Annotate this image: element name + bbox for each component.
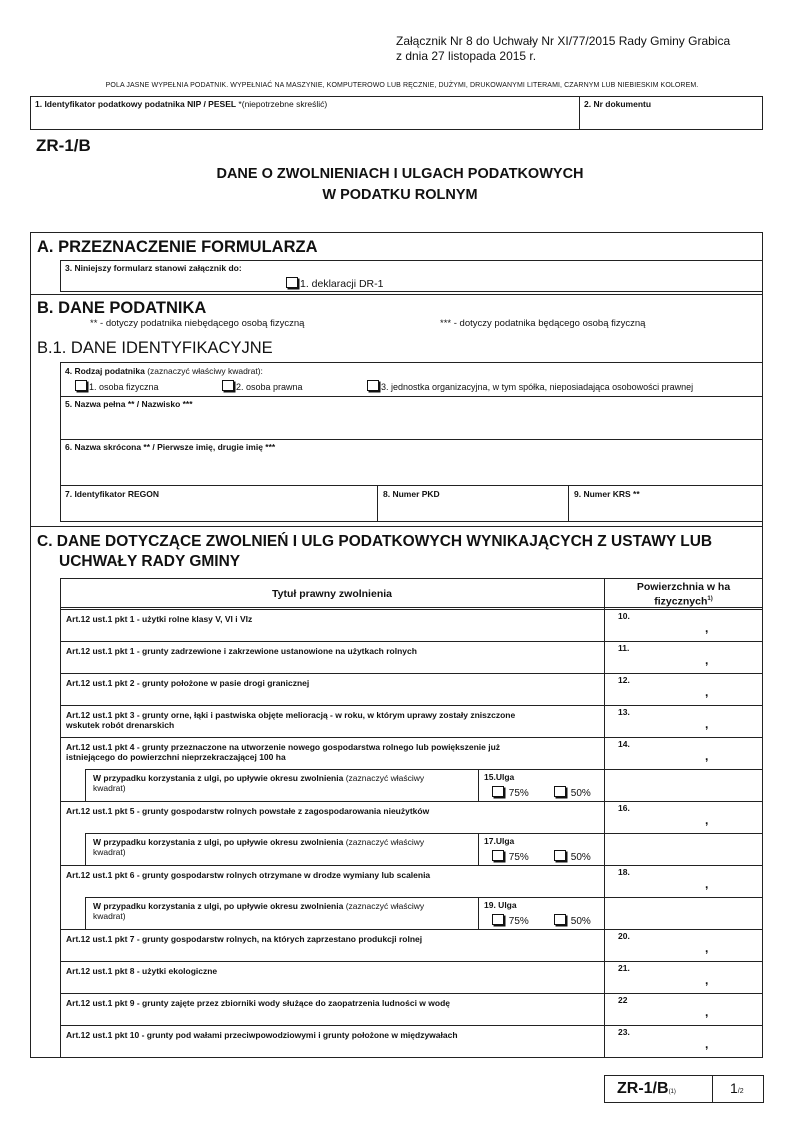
- area-field-number: 13.: [618, 707, 630, 717]
- nip-pesel-label: 1. Identyfikator podatkowy podatnika NIP / PESEL: [35, 99, 237, 109]
- legal-person-label: 2. osoba prawna: [236, 382, 303, 392]
- area-field[interactable]: ,: [705, 877, 709, 891]
- relief-option-50[interactable]: [554, 786, 591, 799]
- relief-row-title: [66, 870, 600, 880]
- relief-50-checkbox[interactable]: [554, 786, 566, 797]
- section-c-title-line-2: UCHWAŁY RADY GMINY: [59, 553, 241, 570]
- area-field-number: 21.: [618, 963, 630, 973]
- note-natural-person: *** - dotyczy podatnika będącego osobą fizyczną: [440, 318, 646, 329]
- relief-note-line-2: kwadrat): [93, 911, 126, 921]
- section-a-title: A. PRZEZNACZENIE FORMULARZA: [37, 238, 318, 256]
- relief-row-text-1: Art.12 ust.1 pkt 8 - użytki ekologiczne: [66, 966, 218, 976]
- relief-75-checkbox[interactable]: [492, 786, 504, 797]
- relief-note-normal: (zaznaczyć właściwy: [343, 773, 425, 783]
- short-name-field[interactable]: 6. Nazwa skrócona ** / Pierwsze imię, drugie imię ***: [65, 442, 276, 452]
- column-area-line-2: fizycznych: [654, 595, 708, 608]
- column-area-line-1: Powierzchnia w ha: [636, 581, 731, 593]
- section-b-title: B. DANE PODATNIKA: [37, 299, 207, 317]
- area-field[interactable]: ,: [705, 685, 709, 699]
- relief-row-title: [66, 998, 600, 1008]
- area-field-number: 11.: [618, 643, 630, 653]
- relief-75-checkbox[interactable]: [492, 850, 504, 861]
- column-legal-title: Tytuł prawny zwolnienia: [272, 588, 392, 600]
- relief-after-exemption-note: [93, 773, 478, 793]
- relief-row-title: [66, 614, 600, 624]
- relief-row-text-1: Art.12 ust.1 pkt 1 - użytki rolne klasy V, VI i VIz: [66, 614, 253, 624]
- relief-note-normal: (zaznaczyć właściwy: [343, 901, 425, 911]
- column-area: [604, 581, 763, 608]
- relief-row-title: [66, 742, 600, 762]
- attachment-note: [396, 34, 730, 64]
- relief-note-line-2: kwadrat): [93, 783, 126, 793]
- relief-note-normal: (zaznaczyć właściwy: [343, 837, 425, 847]
- relief-75-label: 75%: [508, 788, 529, 799]
- relief-50-label: 50%: [570, 852, 591, 863]
- attachment-line-1: Załącznik Nr 8 do Uchwały Nr XI/77/2015 Rady Gminy Grabica: [396, 34, 731, 48]
- relief-option-75[interactable]: [492, 914, 529, 927]
- area-field[interactable]: ,: [705, 653, 709, 667]
- relief-label: 19. Ulga: [484, 900, 517, 910]
- form-code: ZR-1/B: [36, 136, 91, 155]
- taxpayer-type-label-text: 4. Rodzaj podatnika: [65, 366, 145, 376]
- relief-row-text-1: Art.12 ust.1 pkt 1 - grunty zadrzewione i zakrzewione ustanowione na użytkach rolnych: [66, 646, 417, 656]
- relief-row-text-2: wskutek robót drenarskich: [66, 720, 175, 730]
- relief-label: 15.Ulga: [484, 772, 515, 782]
- relief-option-75[interactable]: [492, 786, 529, 799]
- relief-50-checkbox[interactable]: [554, 850, 566, 861]
- krs-field[interactable]: 9. Numer KRS **: [574, 489, 640, 499]
- area-field[interactable]: ,: [705, 717, 709, 731]
- relief-row-text-1: Art.12 ust.1 pkt 3 - grunty orne, łąki i pastwiska objęte melioracją - w roku, w którym uprawy zostały zniszczone: [66, 710, 516, 720]
- area-field[interactable]: ,: [705, 813, 709, 827]
- relief-50-checkbox[interactable]: [554, 914, 566, 925]
- area-field[interactable]: ,: [705, 1005, 709, 1019]
- section-c-title-line-1: C. DANE DOTYCZĄCE ZWOLNIEŃ I ULG PODATKOWYCH WYNIKAJĄCYCH Z USTAWY LUB: [37, 533, 713, 550]
- page-title: [160, 164, 640, 206]
- area-field-number: 20.: [618, 931, 630, 941]
- nip-pesel-field[interactable]: [35, 99, 327, 109]
- fill-instructions: POLA JASNE WYPEŁNIA PODATNIK. WYPEŁNIAĆ NA MASZYNIE, KOMPUTEROWO LUB RĘCZNIE, DUŻYMI, DRUKOWANYMI LITERAMI, CZARNYM LUB NIEBIESKIM KOLOREM.: [105, 82, 699, 89]
- area-field-number: 16.: [618, 803, 630, 813]
- relief-row-title: [66, 646, 600, 656]
- title-line-2: W PODATKU ROLNYM: [322, 187, 478, 203]
- document-number-label: 2. Nr dokumentu: [584, 99, 652, 109]
- relief-row-text-1: Art.12 ust.1 pkt 2 - grunty położone w pasie drogi granicznej: [66, 678, 310, 688]
- relief-50-label: 50%: [570, 916, 591, 927]
- organizational-unit-checkbox[interactable]: [367, 380, 379, 391]
- area-field[interactable]: ,: [705, 1037, 709, 1051]
- relief-option-50[interactable]: [554, 850, 591, 863]
- relief-label: 17.Ulga: [484, 836, 515, 846]
- dr1-option-label: 1. deklaracji DR-1: [300, 278, 384, 290]
- taxpayer-type-note: (zaznaczyć właściwy kwadrat):: [144, 366, 263, 376]
- relief-row-title: [66, 710, 600, 730]
- legal-person-checkbox[interactable]: [222, 380, 234, 391]
- relief-row-text-1: Art.12 ust.1 pkt 9 - grunty zajęte przez zbiorniki wody służące do zaopatrzenia ludności w wodę: [66, 998, 450, 1008]
- relief-option-50[interactable]: [554, 914, 591, 927]
- area-field[interactable]: ,: [705, 749, 709, 763]
- taxpayer-type-label: [65, 366, 263, 376]
- dr1-option[interactable]: [286, 277, 383, 290]
- relief-row-title: [66, 806, 600, 816]
- section-b1-title: B.1. DANE IDENTYFIKACYJNE: [37, 339, 273, 357]
- relief-row-text-1: Art.12 ust.1 pkt 7 - grunty gospodarstw rolnych, na których zaprzestano produkcji rolnej: [66, 934, 423, 944]
- relief-row-text-1: Art.12 ust.1 pkt 6 - grunty gospodarstw rolnych otrzymane w drodze wymiany lub scalenia: [66, 870, 431, 880]
- area-field[interactable]: ,: [705, 941, 709, 955]
- pkd-field[interactable]: 8. Numer PKD: [383, 489, 440, 499]
- type-organizational-unit[interactable]: [367, 380, 693, 392]
- relief-75-label: 75%: [508, 852, 529, 863]
- full-name-field[interactable]: 5. Nazwa pełna ** / Nazwisko ***: [65, 399, 193, 409]
- natural-person-checkbox[interactable]: [75, 380, 87, 391]
- title-line-1: DANE O ZWOLNIENIACH I ULGACH PODATKOWYCH: [216, 166, 584, 182]
- regon-field[interactable]: 7. Identyfikator REGON: [65, 489, 159, 499]
- area-field-number: 23.: [618, 1027, 630, 1037]
- natural-person-label: 1. osoba fizyczna: [89, 382, 159, 392]
- type-legal-person[interactable]: [222, 380, 303, 392]
- relief-row-title: [66, 678, 600, 688]
- relief-row-title: [66, 1030, 600, 1040]
- area-field-number: 14.: [618, 739, 630, 749]
- area-field[interactable]: ,: [705, 621, 709, 635]
- footnote-marker: 1): [707, 596, 713, 602]
- purpose-label: 3. Niniejszy formularz stanowi załącznik do:: [65, 263, 242, 273]
- footer-page-total: /2: [737, 1088, 744, 1095]
- relief-option-75[interactable]: [492, 850, 529, 863]
- area-field[interactable]: ,: [705, 973, 709, 987]
- area-field-number: 22: [618, 995, 628, 1005]
- nip-pesel-note: *(niepotrzebne skreślić): [236, 99, 328, 109]
- relief-75-checkbox[interactable]: [492, 914, 504, 925]
- relief-after-exemption-note: [93, 901, 478, 921]
- relief-row-text-1: Art.12 ust.1 pkt 5 - grunty gospodarstw rolnych powstałe z zagospodarowania nieużytków: [66, 806, 430, 816]
- document-number-field[interactable]: [584, 99, 651, 109]
- organizational-unit-label: 3. jednostka organizacyjna, w tym spółka, nieposiadająca osobowości prawnej: [381, 382, 694, 392]
- type-natural-person[interactable]: [75, 380, 159, 392]
- relief-row-text-2: istniejącego do powierzchni nieprzekraczającej 100 ha: [66, 752, 286, 762]
- footer-form-code: [617, 1080, 676, 1098]
- note-legal-entity: ** - dotyczy podatnika niebędącego osobą fizyczną: [90, 318, 305, 329]
- footer-code-sub: (1): [668, 1089, 676, 1095]
- dr1-checkbox[interactable]: [286, 277, 298, 288]
- relief-row-title: [66, 966, 600, 976]
- area-field-number: 10.: [618, 611, 630, 621]
- area-field-number: 18.: [618, 867, 630, 877]
- relief-note-bold: W przypadku korzystania z ulgi, po upływie okresu zwolnienia: [93, 901, 344, 911]
- relief-note-line-2: kwadrat): [93, 847, 126, 857]
- attachment-line-2: z dnia 27 listopada 2015 r.: [396, 49, 537, 63]
- footer-page-number: [730, 1080, 744, 1096]
- relief-row-text-1: Art.12 ust.1 pkt 10 - grunty pod wałami przeciwpowodziowymi i grunty położone w międzywałach: [66, 1030, 458, 1040]
- relief-note-bold: W przypadku korzystania z ulgi, po upływie okresu zwolnienia: [93, 773, 344, 783]
- relief-note-bold: W przypadku korzystania z ulgi, po upływie okresu zwolnienia: [93, 837, 344, 847]
- relief-75-label: 75%: [508, 916, 529, 927]
- relief-row-text-1: Art.12 ust.1 pkt 4 - grunty przeznaczone na utworzenie nowego gospodarstwa rolnego lub powiększenie już: [66, 742, 501, 752]
- footer-code: ZR-1/B: [617, 1080, 669, 1097]
- relief-50-label: 50%: [570, 788, 591, 799]
- area-field-number: 12.: [618, 675, 630, 685]
- footer-page: 1: [730, 1080, 738, 1096]
- relief-after-exemption-note: [93, 837, 478, 857]
- relief-row-title: [66, 934, 600, 944]
